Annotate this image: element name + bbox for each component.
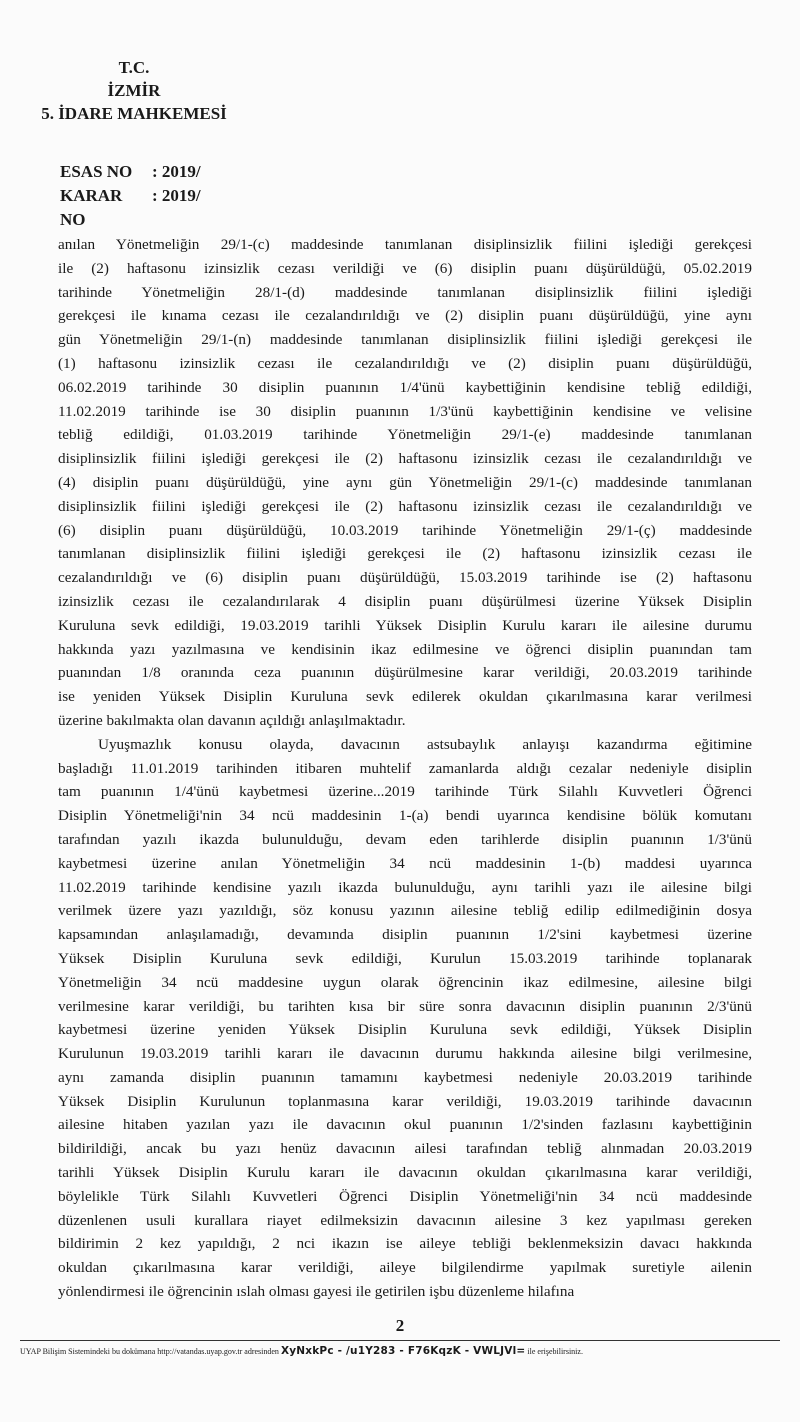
document-body	[58, 233, 752, 1304]
paragraph-2	[58, 733, 752, 1304]
footer-prefix: UYAP Bilişim Sistemindeki bu dokümana http://vatandas.uyap.gov.tr adresinden	[20, 1347, 279, 1356]
footer-suffix: ile erişebilirsiniz.	[527, 1347, 583, 1356]
text-line: anılan Yönetmeliğin 29/1-(c) maddesinde tanımlanan disiplinsizlik fiilini işlediği gerekçesi	[58, 236, 752, 253]
text-line: bildirildiği, ancak bu yazı henüz davacının ailesi tarafından tebliğ alınmadan 20.03.2019	[58, 1140, 752, 1158]
text-line: gün Yönetmeliğin 29/1-(n) maddesinde tanımlanan disiplinsizlik fiilini işlediği gerekçesi ile	[58, 331, 752, 349]
text-line: Yüksek Disiplin Kurulunun toplanmasına karar verildiği, 19.03.2019 tarihinde davacının	[58, 1092, 752, 1110]
page-number: 2	[395, 1316, 405, 1335]
text-line: gerekçesi ile kınama cezası ile cezalandırıldığı ve (2) disiplin puanı düşürüldüğü, yine aynı	[58, 307, 752, 325]
text-line: verilmesine karar verildiği, bu tarihten kısa bir süre sonra davacının disiplin puanının 2/3'ünü	[58, 997, 752, 1015]
text-line: aynı zamanda disiplin puanının tamamını kaybetmesi nedeniyle 20.03.2019 tarihinde	[58, 1068, 752, 1086]
text-line: okuldan çıkarılmasına karar verildiği, aileye bilgilendirme yapılmak suretiyle ailenin	[58, 1259, 752, 1277]
case-numbers	[60, 160, 201, 232]
text-line: 11.02.2019 tarihinde kendisine yazılı ikazda bulunulduğu, aynı tarihli yazı ile ailesine bilgi	[58, 878, 752, 896]
header-line-court: 5. İDARE MAHKEMESİ	[41, 104, 227, 123]
text-line: tarihinde Yönetmeliğin 28/1-(d) maddesinde tanımlanan disiplinsizlik fiilini işlediği	[58, 283, 752, 301]
text-line: izinsizlik cezası ile cezalandırılarak 4 disiplin puanı düşürülmesi üzerine Yüksek Disiplin	[58, 592, 752, 610]
text-line: tebliğ edildiği, 01.03.2019 tarihinde Yönetmeliğin 29/1-(e) maddesinde tanımlanan	[58, 426, 752, 444]
text-line: Kuruluna sevk edildiği, 19.03.2019 tarihli Yüksek Disiplin Kurulu kararı ile ailesine durumu	[58, 616, 752, 634]
text-line: yönlendirmesi ile öğrencinin ıslah olması gayesi ile getirilen işbu düzenleme hilafına	[58, 1283, 575, 1301]
court-header	[34, 56, 234, 125]
text-line: tam puanının 1/4'ünü kaybetmesi üzerine...2019 tarihinde Türk Silahlı Kuvvetleri Öğrenci	[58, 783, 752, 801]
text-line: düzenlenen usuli kurallara riayet edilmeksizin davacının ailesine 3 kez yapılması gereken	[58, 1211, 752, 1229]
text-line: kapsamından anlaşılamadığı, devamında disiplin puanının 1/2'sini kaybetmesi üzerine	[58, 926, 752, 944]
text-line: puanından 1/8 oranında ceza puanının düşürülmesine karar verildiği, 20.03.2019 tarihinde	[58, 664, 752, 682]
text-line: (1) haftasonu izinsizlik cezası ile cezalandırıldığı ve (2) disiplin puanı düşürüldüğü,	[58, 354, 752, 372]
text-line: kaybetmesi üzerine yeniden Yüksek Disiplin Kuruluna sevk edildiği, Yüksek Disiplin	[58, 1021, 752, 1039]
text-line: 06.02.2019 tarihinde 30 disiplin puanının 1/4'ünü kaybettiğinin kendisine tebliğ edildiği,	[58, 378, 752, 396]
text-line: tanımlanan disiplinsizlik fiilini işlediği gerekçesi ile (2) haftasonu izinsizlik cezası ile	[58, 545, 752, 563]
text-line: hakkında yazı yazılmasına ve kendisinin ikaz edilmesine ve öğrenci disiplin puanından tam	[58, 640, 752, 658]
esas-label: ESAS NO	[60, 162, 133, 181]
footer-access-code: XyNxkPc - /u1Y283 - F76KqzK - VWLJVl=	[280, 1345, 526, 1357]
text-line: tarafından yazılı ikazda bulunulduğu, devam eden tarihlerde disiplin puanının 1/3'ünü	[58, 830, 752, 848]
footer	[20, 1344, 780, 1359]
karar-value: : 2019/	[152, 186, 201, 205]
text-line: üzerine bakılmakta olan davanın açıldığı anlaşılmaktadır.	[58, 711, 406, 729]
text-line: Yönetmeliğin 34 ncü maddesine uygun olarak öğrencinin ikaz edilmesine, ailesine bilgi	[58, 973, 752, 991]
text-line: kaybetmesi üzerine anılan Yönetmeliğin 34 ncü maddesinin 1-(b) maddesi uyarınca	[58, 854, 752, 872]
text-line: ailesine hitaben yazılan yazı ile davacının okul puanının 1/2'sinden fazlasını kaybettiğinin	[58, 1116, 752, 1134]
footer-divider	[20, 1340, 780, 1341]
text-line: verilmek üzere yazı yazıldığı, söz konusu yazının ailesine tebliğ edilip edilmediğinin dosya	[58, 902, 752, 920]
text-line: cezalandırıldığı ve (6) disiplin puanı düşürüldüğü, 15.03.2019 tarihinde ise (2) haftasonu	[58, 569, 752, 587]
esas-value: : 2019/	[152, 162, 201, 181]
text-line: disiplinsizlik fiilini işlediği gerekçesi ile (2) haftasonu izinsizlik cezası ile cezalandırıldığı ve	[58, 450, 752, 468]
text-line: Kurulunun 19.03.2019 tarihli kararı ile davacının durumu hakkında ailesine bilgi verilmesine,	[58, 1045, 752, 1063]
text-line: Disiplin Yönetmeliği'nin 34 ncü maddesinin 1-(a) bendi uyarınca kendisine bölük komutanı	[58, 807, 752, 825]
text-line: böylelikle Türk Silahlı Kuvvetleri Öğrenci Disiplin Yönetmeliği'nin 34 ncü maddesinde	[58, 1187, 752, 1205]
text-line: bildirimin 2 kez yapıldığı, 2 nci ikazın ise aileye tebliği beklenmeksizin davacı hakkında	[58, 1235, 752, 1253]
text-line: Yüksek Disiplin Kuruluna sevk edildiği, Kurulun 15.03.2019 tarihinde toplanarak	[58, 949, 752, 967]
karar-row	[60, 184, 201, 232]
text-line: Uyuşmazlık konusu olayda, davacının astsubaylık anlayışı kazandırma eğitimine	[98, 735, 752, 753]
text-line: 11.02.2019 tarihinde ise 30 disiplin puanının 1/3'ünü kaybettiğinin kendisine ve velisine	[58, 402, 752, 420]
karar-label: KARAR NO	[60, 186, 123, 229]
text-line: tarihli Yüksek Disiplin Kurulu kararı ile davacının okuldan çıkarılmasına karar verildiği,	[58, 1164, 752, 1182]
header-line-city: İZMİR	[107, 81, 161, 100]
text-line: başladığı 11.01.2019 tarihinden itibaren muhtelif zamanlarda aldığı cezalar nedeniyle disiplin	[58, 759, 752, 777]
esas-row	[60, 160, 201, 184]
text-line: ise yeniden Yüksek Disiplin Kuruluna sevk edilerek okuldan çıkarılmasına karar verilmesi	[58, 688, 752, 706]
header-line-tc: T.C.	[118, 58, 150, 77]
text-line: (4) disiplin puanı düşürüldüğü, yine aynı gün Yönetmeliğin 29/1-(c) maddesinde tanımlanan	[58, 473, 752, 491]
text-line: ile (2) haftasonu izinsizlik cezası verildiği ve (6) disiplin puanı düşürüldüğü, 05.02.2019	[58, 259, 752, 277]
text-line: disiplinsizlik fiilini işlediği gerekçesi ile (2) haftasonu izinsizlik cezası ile cezalandırıldığı ve	[58, 497, 752, 515]
text-line: (6) disiplin puanı düşürüldüğü, 10.03.2019 tarihinde Yönetmeliğin 29/1-(ç) maddesinde	[58, 521, 752, 539]
paragraph-1	[58, 233, 752, 733]
